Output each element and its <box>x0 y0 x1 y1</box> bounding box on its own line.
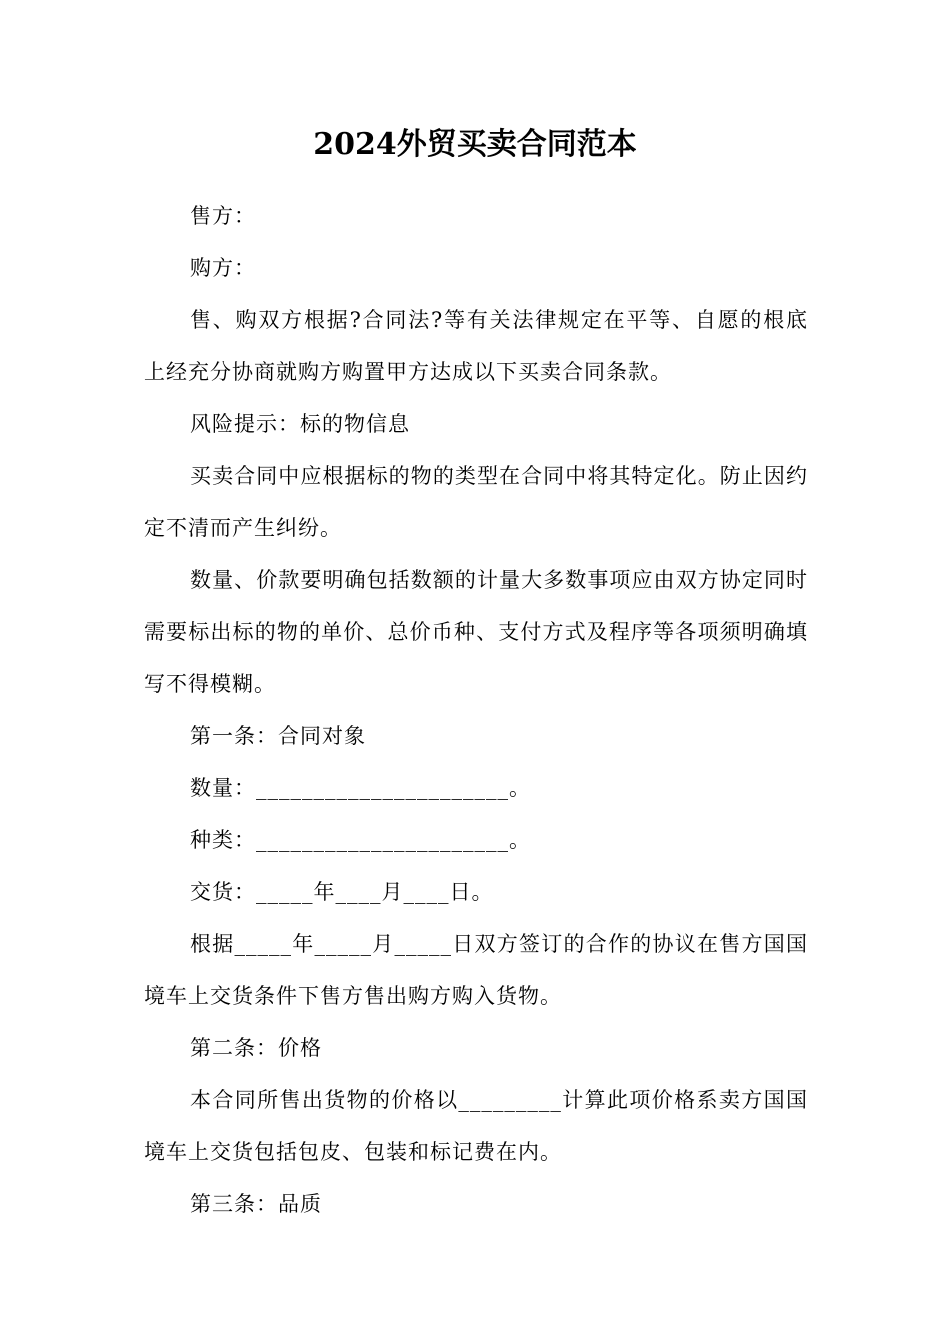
field-type: 种类：______________________。 <box>190 828 531 852</box>
field-delivery-date: 交货：_____年____月____日。 <box>190 880 494 904</box>
clause-2-heading: 第二条：价格 <box>190 1036 322 1060</box>
paragraph-quantity-price-note: 数量、价款要明确包括数额的计量大多数事项应由双方协定同时需要标出标的物的单价、总价币种、支付方式及程序等各项须明确填写不得模糊。 <box>144 568 808 696</box>
document-body <box>144 190 808 1230</box>
paragraph-price: 本合同所售出货物的价格以_________计算此项价格系卖方国国境车上交货包括包皮、包装和标记费在内。 <box>144 1088 808 1164</box>
field-quantity: 数量：______________________。 <box>190 776 531 800</box>
paragraph-buyer: 购方： <box>190 256 256 280</box>
paragraph-risk-note: 买卖合同中应根据标的物的类型在合同中将其特定化。防止因约定不清而产生纠纷。 <box>144 464 808 540</box>
paragraph-preamble: 售、购双方根据?合同法?等有关法律规定在平等、自愿的根底上经充分协商就购方购置甲方达成以下买卖合同条款。 <box>144 308 808 384</box>
document-title: 2024外贸买卖合同范本 <box>313 127 637 162</box>
clause-3-heading: 第三条：品质 <box>190 1192 322 1216</box>
paragraph-seller: 售方： <box>190 204 256 228</box>
clause-1-heading: 第一条：合同对象 <box>190 724 366 748</box>
paragraph-basis: 根据_____年_____月_____日双方签订的合作的协议在售方国国境车上交货条件下售方售出购方购入货物。 <box>144 932 808 1008</box>
paragraph-risk-heading: 风险提示：标的物信息 <box>190 412 410 436</box>
